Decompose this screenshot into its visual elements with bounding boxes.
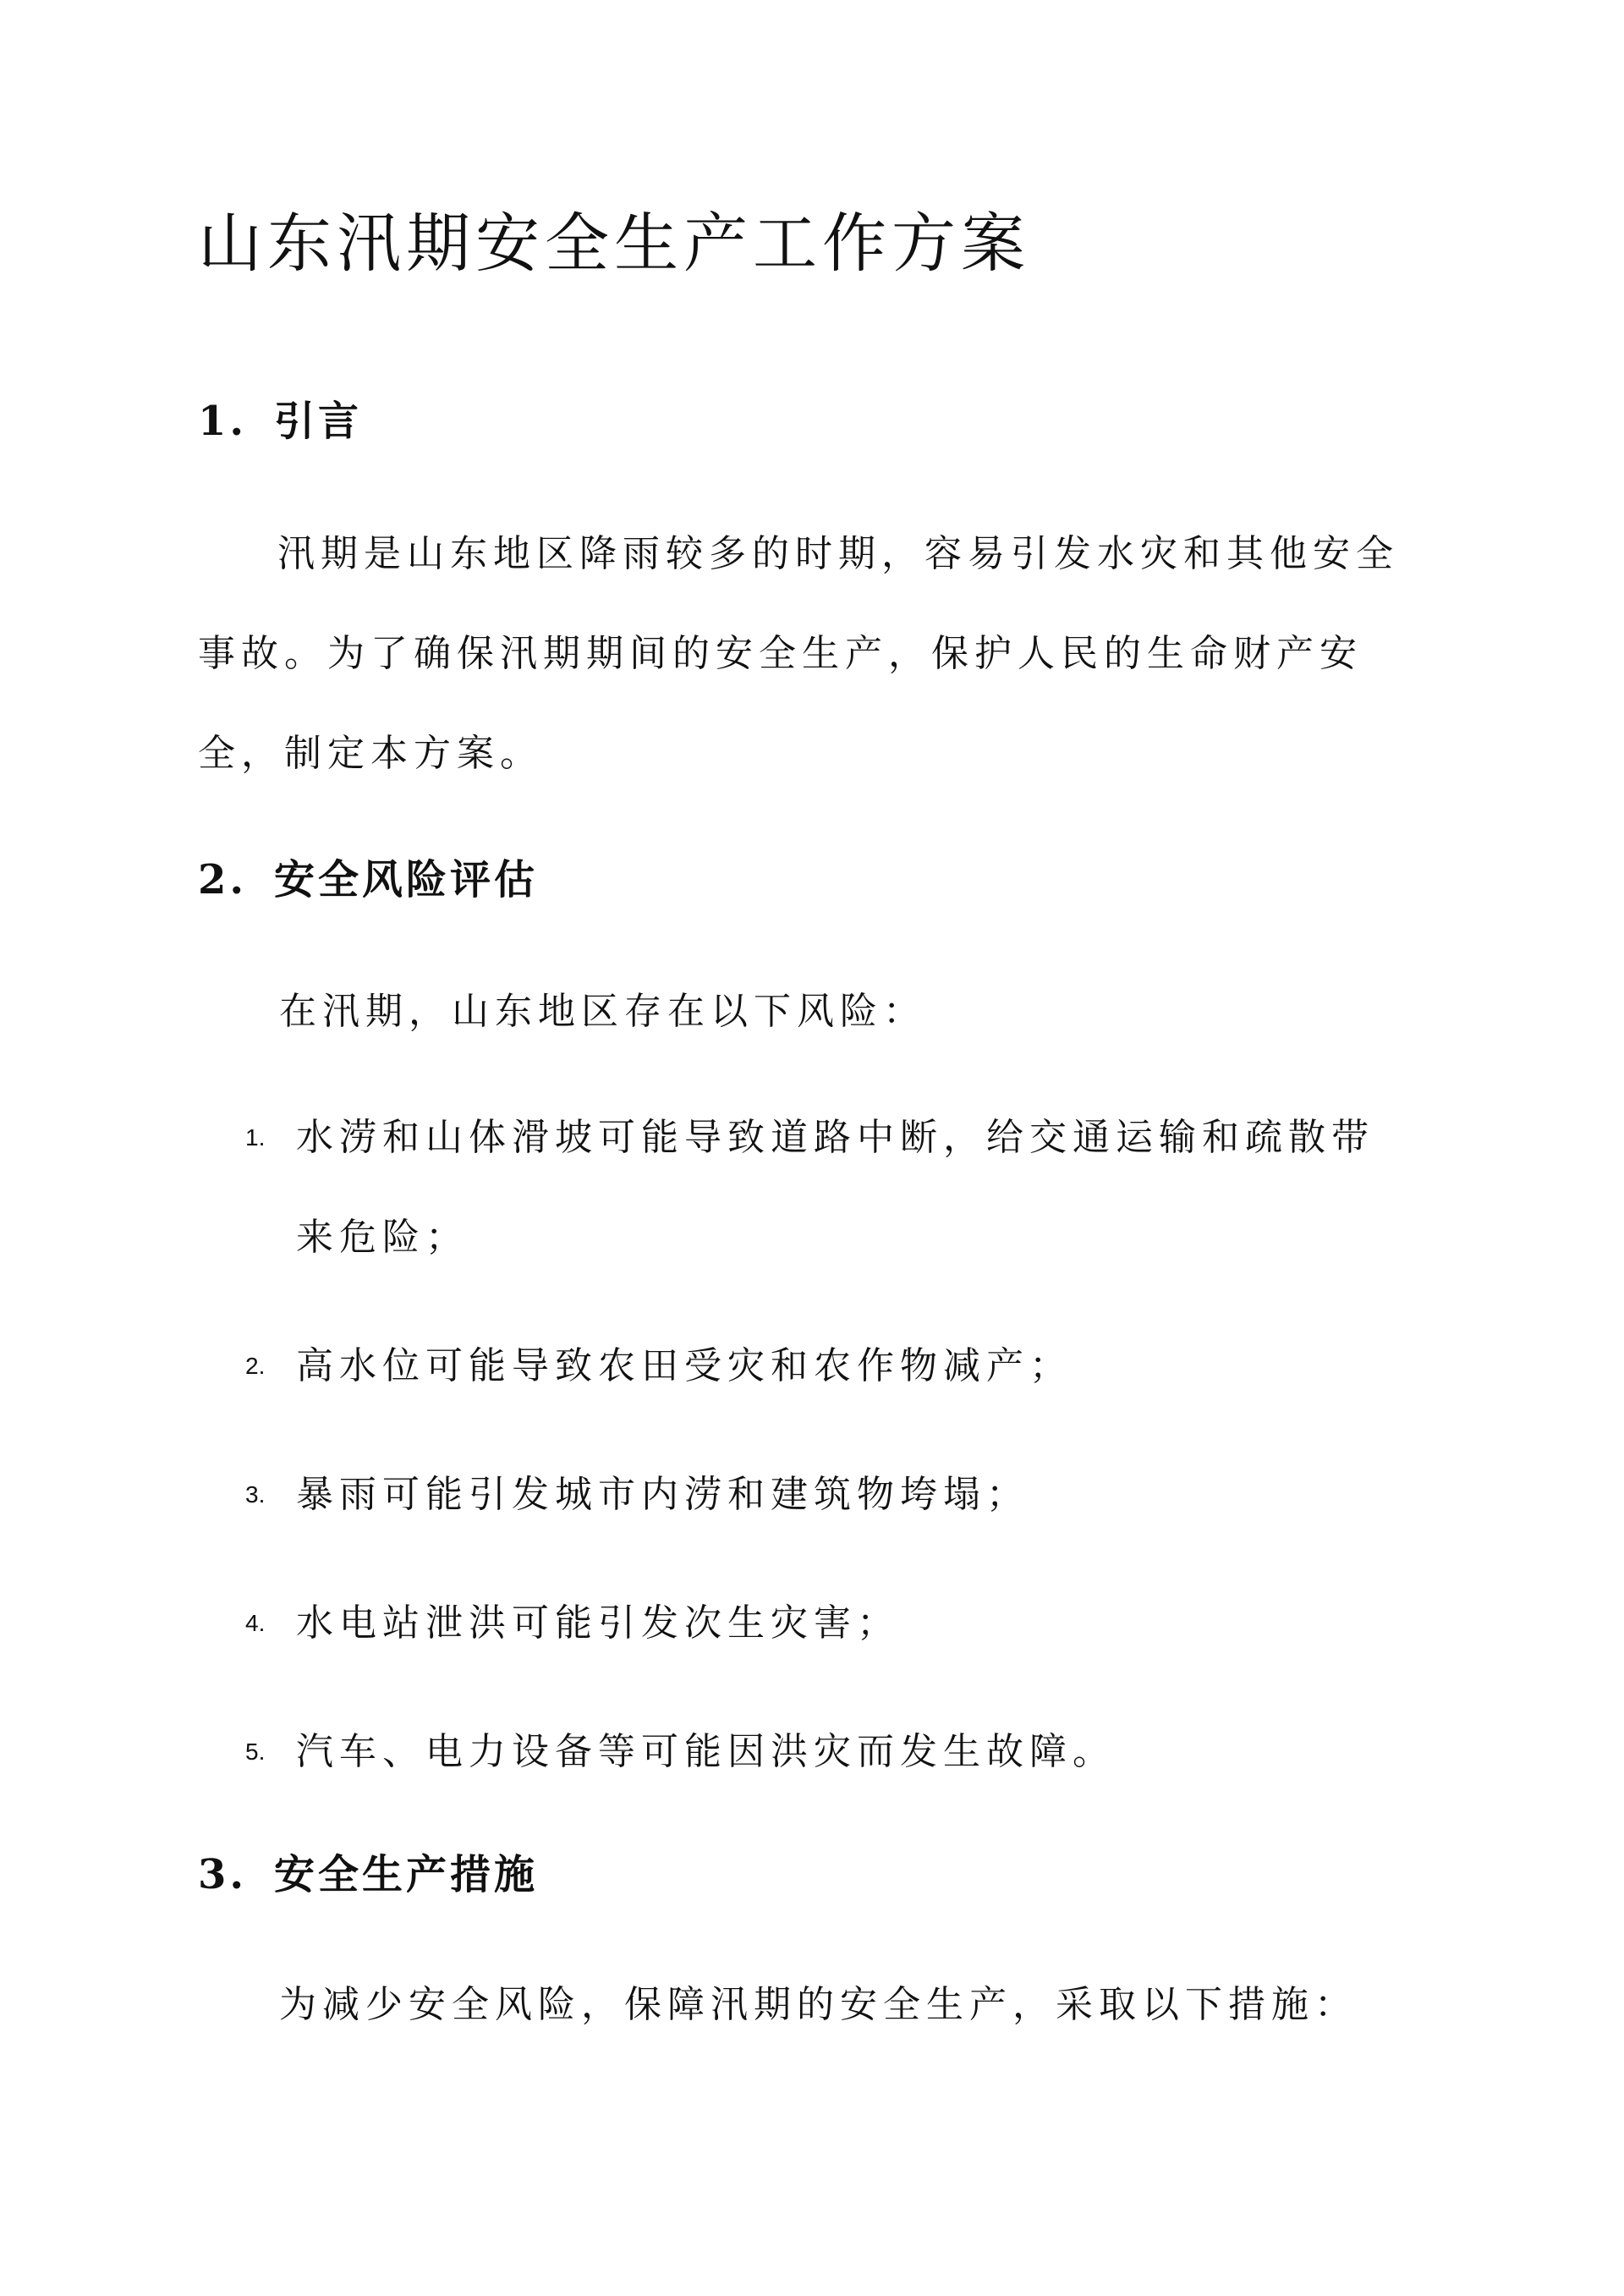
list-item-text: 暴雨可能引发城市内涝和建筑物垮塌；: [296, 1473, 1029, 1516]
document-title: 山东汛期安全生产工作方案: [198, 206, 1030, 281]
section-title: 引言: [274, 398, 363, 445]
section-number: 3.: [198, 1851, 248, 1898]
list-item-number: 4.: [245, 1610, 266, 1636]
section-title: 安全生产措施: [274, 1851, 539, 1898]
list-item: [245, 1445, 1413, 1545]
list-item-text: 水电站泄洪可能引发次生灾害；: [296, 1601, 900, 1645]
list-item: [245, 1316, 1413, 1416]
list-item: [245, 1574, 1413, 1673]
section-heading-3: [198, 1849, 538, 1900]
section-heading-1: [198, 396, 362, 447]
section-heading-2: [198, 854, 538, 905]
section-number: 2.: [198, 856, 248, 904]
section-paragraph-1: 汛期是山东地区降雨较多的时期，容易引发水灾和其他安全事故。为了确保汛期期间的安全生产，保护人民的生命财产安全，制定本方案。: [198, 532, 1399, 775]
section-number: 1.: [198, 398, 248, 445]
list-item-number: 5.: [245, 1738, 266, 1765]
list-item-number: 3.: [245, 1481, 266, 1508]
list-item-text: 高水位可能导致农田受灾和农作物减产；: [296, 1344, 1073, 1387]
section-intro-3: 为减少安全风险，保障汛期的安全生产，采取以下措施：: [279, 1983, 1358, 2026]
section-intro-2: 在汛期，山东地区存在以下风险：: [279, 990, 926, 1033]
list-item: [245, 1088, 1413, 1288]
list-item-number: 1.: [245, 1124, 266, 1151]
list-item: [245, 1702, 1413, 1802]
list-item-number: 2.: [245, 1353, 266, 1379]
section-title: 安全风险评估: [274, 856, 539, 904]
list-item-text: 水涝和山体滑坡可能导致道路中断，给交通运输和疏散带来危险；: [296, 1116, 1374, 1259]
list-item-text: 汽车、电力设备等可能因洪灾而发生故障。: [296, 1730, 1116, 1773]
